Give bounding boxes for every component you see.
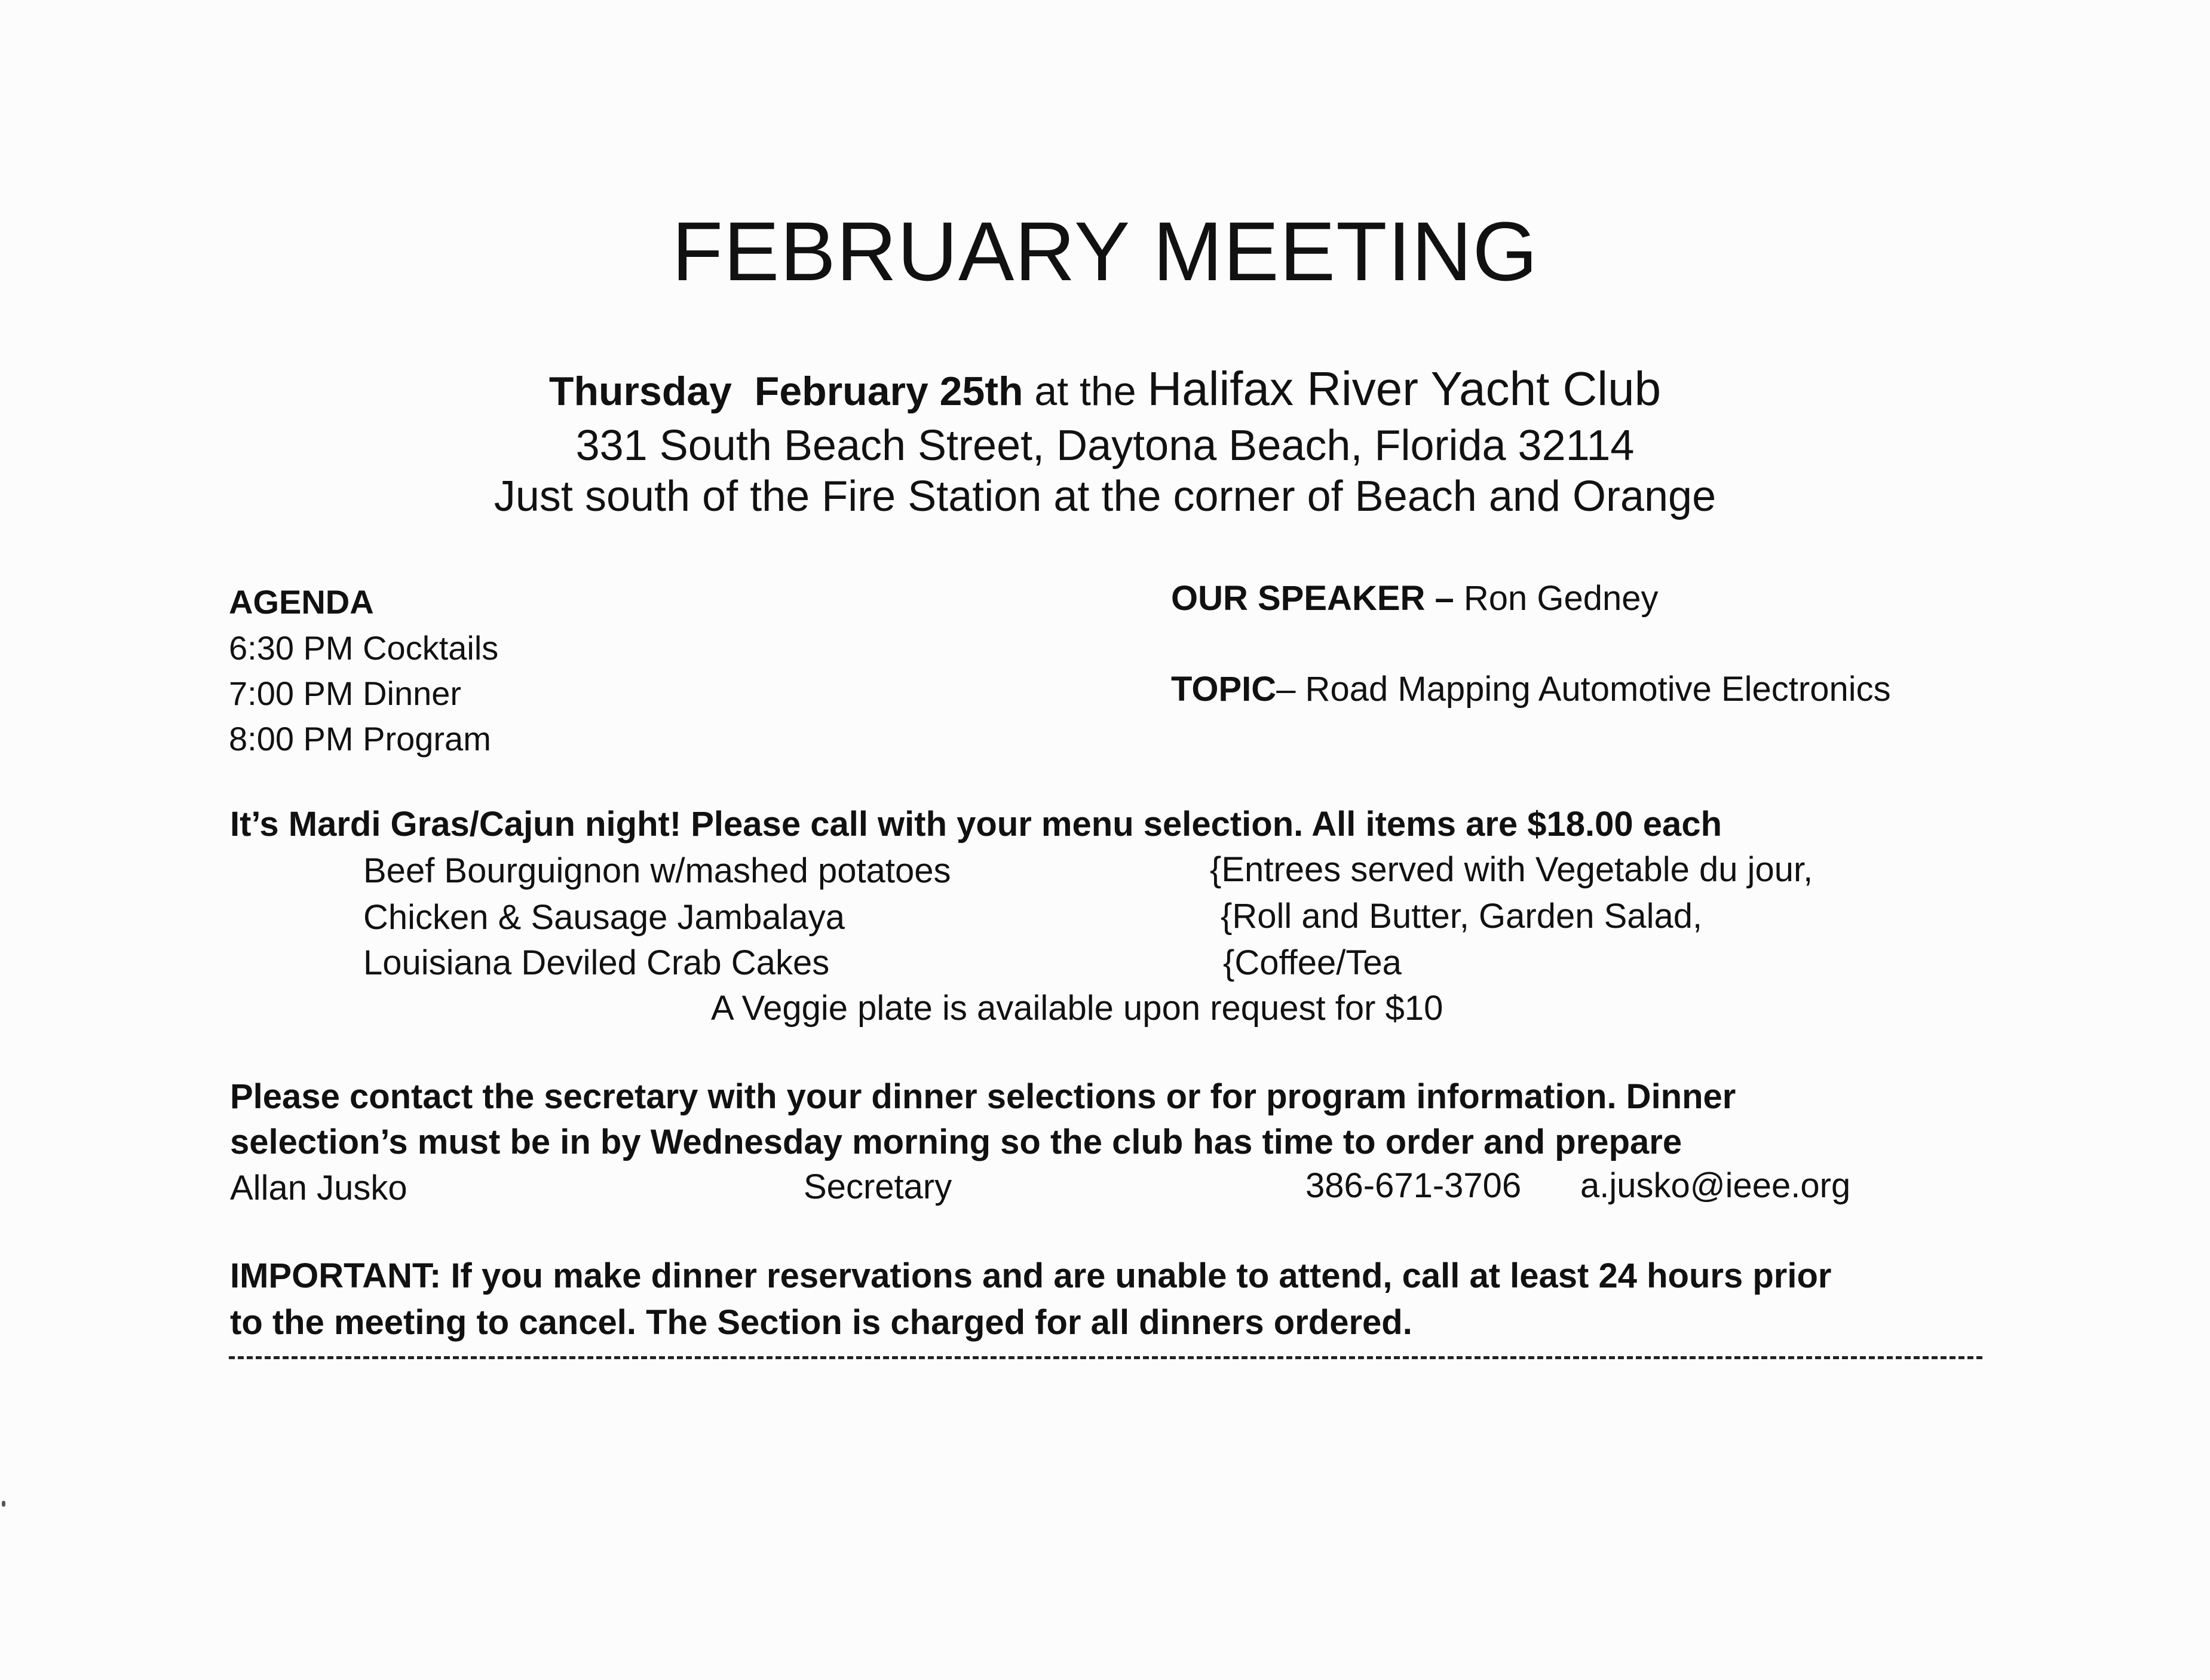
at-the-text: at the: [1034, 369, 1136, 414]
secretary-name: Allan Jusko: [230, 1169, 407, 1207]
agenda-item: 7:00 PM Dinner: [229, 675, 462, 712]
topic-text: – Road Mapping Automotive Electronics: [1276, 670, 1891, 709]
venue-name: Halifax River Yacht Club: [1147, 362, 1662, 415]
topic-label: TOPIC: [1171, 670, 1277, 709]
contact-instruction-line: Please contact the secretary with your dinner selections or for program information. Dinner: [230, 1077, 1736, 1116]
venue-address: 331 South Beach Street, Daytona Beach, Florida 32114: [575, 422, 1635, 470]
entree-item: Louisiana Deviled Crab Cakes: [363, 943, 830, 982]
entree-sides-line: {Coffee/Tea: [1223, 943, 1402, 982]
entree-sides-line: {Roll and Butter, Garden Salad,: [1221, 897, 1703, 936]
secretary-phone: 386-671-3706: [1305, 1166, 1522, 1205]
entree-sides-line: {Entrees served with Vegetable du jour,: [1210, 850, 1813, 889]
entree-item: Beef Bourguignon w/mashed potatoes: [363, 851, 951, 890]
speaker-line: [1171, 578, 1659, 618]
important-notice-line: to the meeting to cancel. The Section is charged for all dinners ordered.: [230, 1303, 1412, 1342]
meeting-datetime-venue: [0, 361, 2210, 416]
topic-line: [1171, 669, 1891, 709]
agenda-heading: AGENDA: [229, 583, 374, 621]
meeting-date: February 25th: [754, 369, 1023, 414]
secretary-email: a.jusko@ieee.org: [1580, 1166, 1851, 1205]
important-notice-line: IMPORTANT: If you make dinner reservations and are unable to attend, call at least 24 hours prior: [230, 1256, 1832, 1295]
agenda-item: 6:30 PM Cocktails: [229, 629, 499, 667]
agenda-item: 8:00 PM Program: [229, 720, 491, 758]
veggie-note: A Veggie plate is available upon request for $10: [711, 989, 1443, 1028]
dashed-divider: [229, 1356, 1982, 1359]
speaker-name: Ron Gedney: [1463, 579, 1659, 618]
venue-directions: Just south of the Fire Station at the corner of Beach and Orange: [494, 473, 1716, 520]
entree-item: Chicken & Sausage Jambalaya: [363, 898, 845, 937]
menu-intro: It’s Mardi Gras/Cajun night! Please call with your menu selection. All items are $18.00 each: [230, 805, 1722, 844]
page-title: FEBRUARY MEETING: [672, 204, 1538, 298]
secretary-role: Secretary: [804, 1167, 952, 1206]
meeting-day: Thursday: [548, 369, 732, 414]
contact-instruction-line: selection’s must be in by Wednesday morning so the club has time to order and prepare: [230, 1123, 1682, 1161]
speaker-label: OUR SPEAKER –: [1171, 579, 1454, 618]
scan-speck: [2, 1501, 5, 1507]
